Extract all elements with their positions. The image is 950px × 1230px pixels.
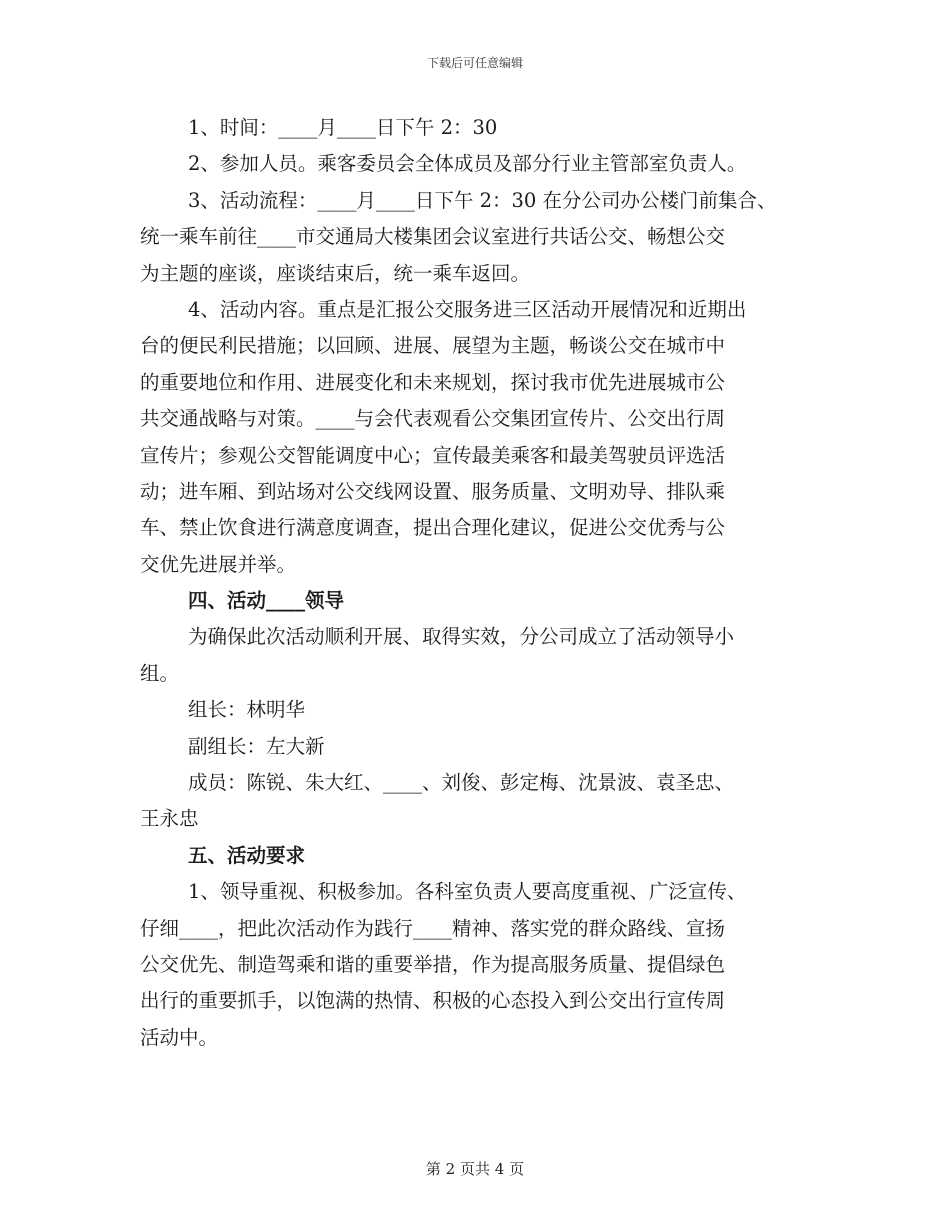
paragraph-line: 组。 xyxy=(140,661,180,685)
paragraph-line: 1、领导重视、积极参加。各科室负责人要高度重视、广泛宣传、 xyxy=(188,880,747,904)
paragraph-line: 为主题的座谈，座谈结束后，统一乘车返回。 xyxy=(140,261,531,285)
page-footer: 第 2 页共 4 页 xyxy=(425,1160,525,1178)
paragraph-line: 为确保此次活动顺利开展、取得实效，分公司成立了活动领导小 xyxy=(188,625,735,649)
paragraph-line: 4、活动内容。重点是汇报公交服务进三区活动开展情况和近期出 xyxy=(188,297,747,321)
paragraph-line: 组长：林明华 xyxy=(188,698,306,722)
paragraph-line: 宣传片；参观公交智能调度中心；宣传最美乘客和最美驾驶员评选活 xyxy=(140,443,726,467)
paragraph-line: 王永忠 xyxy=(140,807,199,831)
paragraph-line: 车、禁止饮食进行满意度调查，提出合理化建议，促进公交优秀与公 xyxy=(140,516,726,540)
paragraph-line: 的重要地位和作用、进展变化和未来规划，探讨我市优先进展城市公 xyxy=(140,370,726,394)
paragraph-line: 出行的重要抓手，以饱满的热情、积极的心态投入到公交出行宣传周 xyxy=(140,989,726,1013)
paragraph-line: 动；进车厢、到站场对公交线网设置、服务质量、文明劝导、排队乘 xyxy=(140,479,726,503)
paragraph-line: 公交优先、制造驾乘和谐的重要举措，作为提高服务质量、提倡绿色 xyxy=(140,952,726,976)
paragraph-line: 2、参加人员。乘客委员会全体成员及部分行业主管部室负责人。 xyxy=(188,152,747,176)
section-heading: 五、活动要求 xyxy=(188,843,306,867)
document-body xyxy=(140,110,820,1056)
page-header: 下载后可任意编辑 xyxy=(426,56,523,70)
paragraph-line: 统一乘车前往____市交通局大楼集团会议室进行共话公交、畅想公交 xyxy=(140,225,726,249)
paragraph-line: 活动中。 xyxy=(140,1025,219,1049)
paragraph-line: 仔细____，把此次活动作为践行____精神、落实党的群众路线、宣扬 xyxy=(140,916,726,940)
paragraph-line: 台的便民利民措施；以回顾、进展、展望为主题，畅谈公交在城市中 xyxy=(140,334,726,358)
paragraph-line: 成员：陈锐、朱大红、____、刘俊、彭定梅、沈景波、袁圣忠、 xyxy=(188,771,735,795)
paragraph-line: 副组长：左大新 xyxy=(188,734,325,758)
paragraph-line: 共交通战略与对策。____与会代表观看公交集团宣传片、公交出行周 xyxy=(140,407,726,431)
paragraph-line: 交优先进展并举。 xyxy=(140,552,297,576)
section-heading: 四、活动____领导 xyxy=(188,589,345,613)
paragraph-line: 3、活动流程：____月____日下午 2：30 在分公司办公楼门前集合、 xyxy=(188,188,777,212)
paragraph-line: 1、时间：____月____日下午 2：30 xyxy=(188,116,498,139)
